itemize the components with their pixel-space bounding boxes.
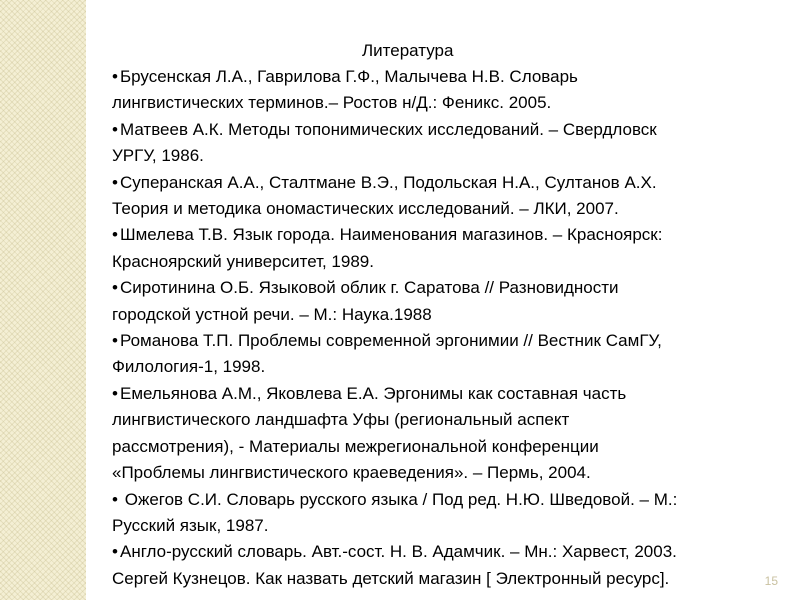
reference-text: «Проблемы лингвистического краеведения». – Пермь, 2004.: [112, 463, 591, 483]
reference-text: Филология-1, 1998.: [112, 357, 266, 377]
reference-item: [112, 539, 784, 592]
reference-item: [112, 487, 784, 540]
slide-content: [104, 38, 784, 592]
reference-text: Ожегов С.И. Словарь русского языка / Под ред. Н.Ю. Шведовой. – М.:: [120, 489, 678, 509]
reference-text: городской устной речи. – М.: Наука.1988: [112, 304, 432, 324]
reference-item: [112, 328, 784, 381]
bullet-icon: •: [112, 489, 118, 509]
page-number: 15: [764, 574, 778, 588]
bullet-icon: •: [112, 542, 118, 562]
reference-item: [112, 275, 784, 328]
reference-text: Красноярский университет, 1989.: [112, 251, 374, 271]
slide-title: Литература: [362, 41, 454, 60]
reference-item: [112, 170, 784, 223]
reference-text: лингвистических терминов.– Ростов н/Д.: Феникс. 2005.: [112, 93, 552, 113]
reference-text: Теория и методика ономастических исследований. – ЛКИ, 2007.: [112, 199, 619, 219]
bullet-icon: •: [112, 383, 118, 403]
bullet-icon: •: [112, 67, 118, 86]
reference-text: Емельянова А.М., Яковлева Е.А. Эргонимы как составная часть: [120, 383, 627, 403]
reference-text: рассмотрения), - Материалы межрегиональной конференции: [112, 436, 599, 456]
bullet-icon: •: [112, 172, 118, 192]
reference-text: УРГУ, 1986.: [112, 146, 204, 166]
reference-text: лингвистического ландшафта Уфы (региональный аспект: [112, 410, 570, 430]
reference-item: [112, 381, 784, 487]
reference-text: Сергей Кузнецов. Как назвать детский магазин [ Электронный ресурс].: [112, 568, 670, 588]
reference-text: Брусенская Л.А., Гаврилова Г.Ф., Малычева Н.В. Словарь: [120, 67, 578, 86]
bullet-icon: •: [112, 278, 118, 298]
bullet-icon: •: [112, 331, 118, 351]
reference-item: [112, 222, 784, 275]
reference-item: [112, 64, 784, 117]
reference-text: Сиротинина О.Б. Языковой облик г. Саратова // Разновидности: [120, 278, 619, 298]
reference-text: Матвеев А.К. Методы топонимических исследований. – Свердловск: [120, 119, 657, 139]
reference-list: [104, 64, 784, 592]
bullet-icon: •: [112, 119, 118, 139]
reference-text: Шмелева Т.В. Язык города. Наименования магазинов. – Красноярск:: [120, 225, 663, 245]
reference-text: Суперанская А.А., Сталтмане В.Э., Подольская Н.А., Султанов А.Х.: [120, 172, 657, 192]
reference-text: Романова Т.П. Проблемы современной эргонимии // Вестник СамГУ,: [120, 331, 662, 351]
decorative-side-band: [0, 0, 86, 600]
reference-item: [112, 117, 784, 170]
reference-text: Англо-русский словарь. Авт.-сост. Н. В. Адамчик. – Мн.: Харвест, 2003.: [120, 542, 677, 562]
reference-text: Русский язык, 1987.: [112, 515, 269, 535]
bullet-icon: •: [112, 225, 118, 245]
